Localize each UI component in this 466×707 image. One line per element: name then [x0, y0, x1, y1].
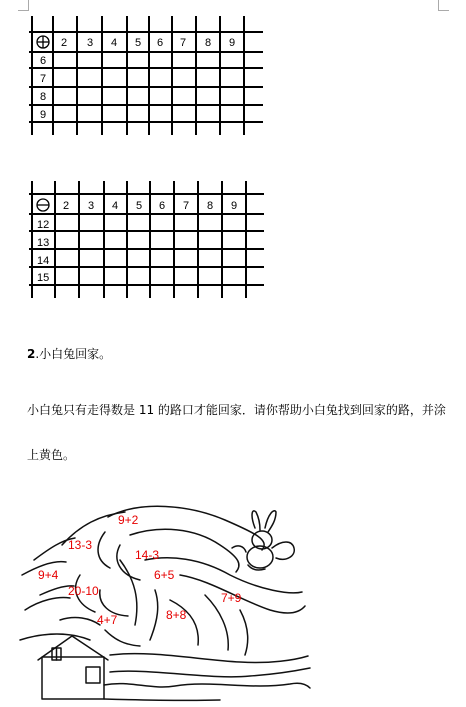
expression-9-plus-2: 9+2: [118, 513, 139, 527]
subtraction-header-6: 6: [158, 200, 166, 212]
question-number: 2: [27, 347, 36, 361]
expression-20-minus-10: 20-10: [68, 584, 99, 598]
subtraction-row-13: 13: [37, 237, 50, 249]
expression-4-plus-7: 4+7: [97, 613, 118, 627]
addition-row-8: 8: [40, 91, 47, 103]
addition-header-2: 2: [60, 37, 68, 49]
subtraction-row-12: 12: [37, 219, 50, 231]
subtraction-header-5: 5: [135, 200, 143, 212]
addition-header-7: 7: [179, 37, 187, 49]
addition-header-5: 5: [134, 37, 142, 49]
addition-header-4: 4: [110, 37, 118, 49]
expression-9-plus-4: 9+4: [38, 568, 59, 582]
question-title: .小白兔回家。: [35, 347, 112, 361]
addition-row-6: 6: [40, 55, 47, 67]
subtraction-header-9: 9: [230, 200, 238, 212]
question-2-text-line-1: 小白兔只有走得数是 11 的路口才能回家．请你帮助小白兔找到回家的路，并涂: [27, 403, 446, 417]
subtraction-row-14: 14: [37, 255, 50, 267]
addition-header-3: 3: [86, 37, 94, 49]
house-icon: [38, 636, 108, 699]
subtraction-header-8: 8: [206, 200, 214, 212]
expression-14-minus-3: 14-3: [135, 548, 160, 562]
addition-row-9: 9: [40, 109, 47, 121]
subtraction-header-3: 3: [87, 200, 95, 212]
subtraction-header-4: 4: [111, 200, 119, 212]
expression-7-plus-9: 7+9: [221, 591, 242, 605]
addition-header-6: 6: [156, 37, 164, 49]
ground-line: [104, 683, 310, 700]
expression-6-plus-5: 6+5: [154, 568, 175, 582]
subtraction-header-2: 2: [62, 200, 70, 212]
expression-13-minus-3: 13-3: [68, 538, 93, 552]
subtraction-header-7: 7: [182, 200, 190, 212]
expression-8-plus-8: 8+8: [166, 608, 187, 622]
question-2-text-line-2: 上黄色。: [27, 448, 76, 462]
addition-row-7: 7: [40, 73, 47, 85]
addition-header-9: 9: [228, 37, 236, 49]
subtraction-row-15: 15: [37, 272, 50, 284]
addition-header-8: 8: [204, 37, 212, 49]
